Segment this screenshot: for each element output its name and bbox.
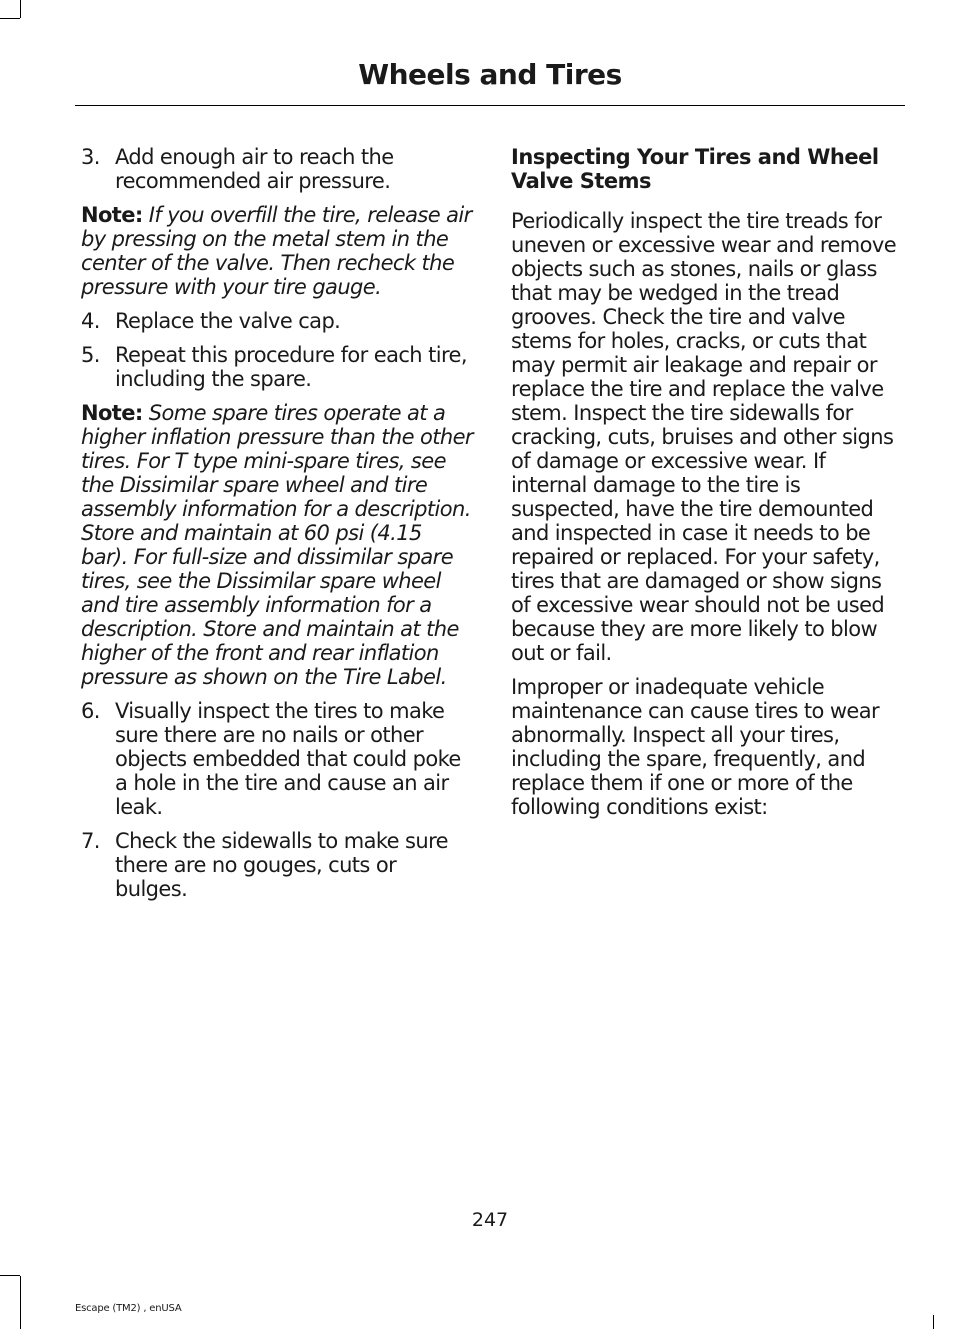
note-text: Some spare tires operate at a higher inflation pressure than the other tires. For T type mini-spare tires, see the Dissimilar spare wheel and tire assembly information for a description. Store and maintain at 60 psi (4.15 bar). For full-size and dissimilar spare tires, see the Dissimilar spare wheel and tire assembly information for a description. Store and maintain at the higher of the front and rear inflation pressure as shown on the Tire Label.	[81, 401, 473, 689]
step-6	[81, 699, 473, 819]
paragraph-maintenance: Improper or inadequate vehicle maintenance can cause tires to wear abnormally. Inspect all your tires, including the spare, frequently, and replace them if one or more of the following conditions exist:	[511, 675, 880, 819]
note-text: If you overfill the tire, release air by pressing on the metal stem in the center of the valve. Then recheck the pressure with your tire gauge.	[81, 203, 472, 299]
step-7	[81, 829, 473, 901]
step-text: Check the sidewalls to make sure there are no gouges, cuts or bulges.	[115, 829, 449, 901]
step-text: Repeat this procedure for each tire, including the spare.	[115, 343, 467, 391]
note-overfill	[81, 203, 473, 299]
note-spare-tires	[81, 401, 473, 689]
note-label: Note:	[81, 401, 143, 425]
crop-mark	[0, 1275, 20, 1276]
crop-mark	[933, 1315, 934, 1329]
step-3	[81, 145, 473, 193]
step-text: Visually inspect the tires to make sure there are no nails or other objects embedded that could poke a hole in the tire and cause an air leak.	[115, 699, 461, 819]
footer-label: Escape (TM2) , enUSA	[75, 1303, 182, 1314]
step-number: 6.	[81, 699, 100, 723]
step-5	[81, 343, 473, 391]
page-number: 247	[471, 1209, 509, 1231]
step-number: 3.	[81, 145, 100, 169]
right-column	[511, 145, 903, 829]
step-4	[81, 309, 473, 333]
left-column	[81, 145, 473, 911]
crop-mark	[20, 0, 21, 18]
note-label: Note:	[81, 203, 143, 227]
step-number: 7.	[81, 829, 100, 853]
step-number: 4.	[81, 309, 100, 333]
paragraph-inspect: Periodically inspect the tire treads for uneven or excessive wear and remove objects such as stones, nails or glass that may be wedged in the tread grooves. Check the tire and valve stems for holes, cracks, or cuts that may permit air leakage and repair or replace the tire and replace the valve stem. Inspect the tire sidewalls for cracking, cuts, bruises and other signs of damage or excessive wear. If internal damage to the tire is suspected, have the tire demounted and inspected in case it needs to be repaired or replaced. For your safety, tires that are damaged or show signs of excessive wear should not be used because they are more likely to blow out or fail.	[511, 209, 897, 665]
step-text: Replace the valve cap.	[115, 309, 341, 333]
step-number: 5.	[81, 343, 100, 367]
section-heading: Inspecting Your Tires and Wheel Valve Stems	[511, 145, 879, 193]
page-title: Wheels and Tires	[358, 58, 622, 91]
crop-mark	[0, 18, 20, 19]
header-divider	[75, 105, 905, 106]
crop-mark	[20, 1276, 21, 1329]
step-text: Add enough air to reach the recommended air pressure.	[115, 145, 394, 193]
